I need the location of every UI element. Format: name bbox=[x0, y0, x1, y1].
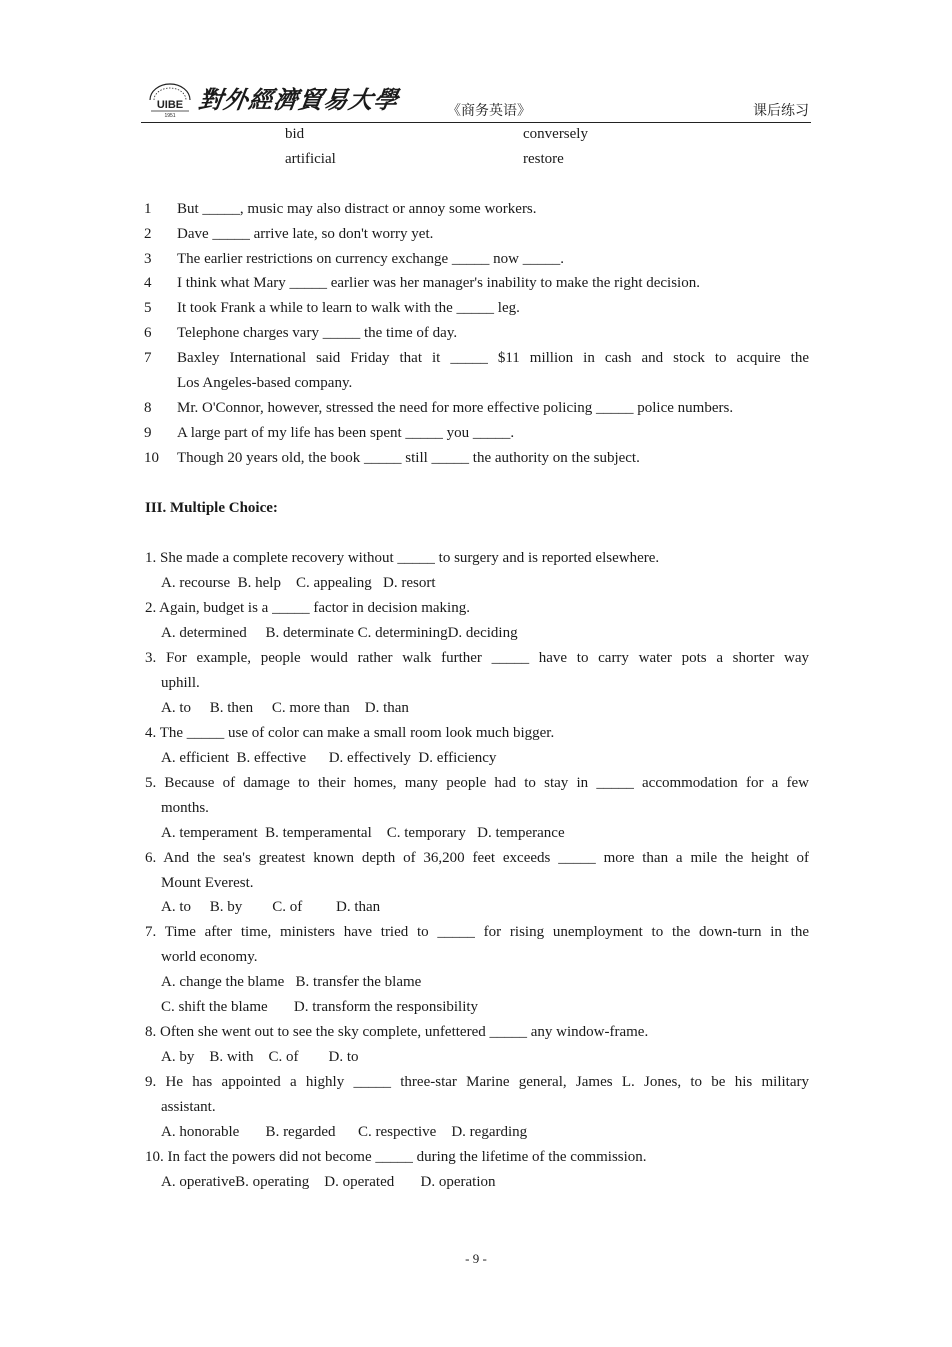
item-text: It took Frank a while to learn to walk with the _____ leg. bbox=[177, 300, 520, 316]
question-text-continued: world economy. bbox=[161, 949, 258, 965]
question-text-line: 3. For example, people would rather walk further _____ have to carry water pots a shorter way bbox=[145, 650, 809, 666]
question-text bbox=[145, 1074, 809, 1091]
answer-options: A. to B. then C. more than D. than bbox=[161, 700, 409, 716]
question-text-line: 5. Because of damage to their homes, many people had to stay in _____ accommodation for a few bbox=[145, 775, 809, 791]
logo-year: 1951 bbox=[164, 113, 176, 118]
section-label: 课后练习 bbox=[753, 104, 809, 119]
item-number: 5 bbox=[144, 300, 152, 316]
answer-options: A. to B. by C. of D. than bbox=[161, 899, 381, 915]
question-text-continued: Mount Everest. bbox=[161, 875, 254, 891]
question-text: 1. She made a complete recovery without _____ to surgery and is reported elsewhere. bbox=[145, 550, 660, 566]
answer-options: A. efficient B. effective D. effectively D. efficiency bbox=[161, 750, 497, 766]
item-number: 2 bbox=[144, 226, 152, 242]
word-bank-item: artificial bbox=[285, 151, 336, 167]
item-text: Telephone charges vary _____ the time of day. bbox=[177, 325, 458, 341]
item-number: 3 bbox=[144, 251, 152, 267]
item-number: 10 bbox=[144, 450, 159, 466]
item-text: Though 20 years old, the book _____ still _____ the authority on the subject. bbox=[177, 450, 640, 466]
item-number: 9 bbox=[144, 425, 152, 441]
item-number: 6 bbox=[144, 325, 152, 341]
item-number: 4 bbox=[144, 275, 152, 291]
question-text: 10. In fact the powers did not become _____ during the lifetime of the commission. bbox=[145, 1149, 647, 1165]
page-header bbox=[141, 74, 811, 123]
word-bank-item: conversely bbox=[523, 126, 588, 142]
answer-options: A. operativeB. operating D. operated D. operation bbox=[161, 1174, 496, 1190]
question-text-line: 9. He has appointed a highly _____ three-star Marine general, James L. Jones, to be his military bbox=[145, 1074, 809, 1090]
answer-options: A. temperament B. temperamental C. temporary D. temperance bbox=[161, 825, 565, 841]
question-text: 4. The _____ use of color can make a small room look much bigger. bbox=[145, 725, 555, 741]
question-text bbox=[145, 850, 809, 867]
item-text: But _____, music may also distract or annoy some workers. bbox=[177, 201, 537, 217]
answer-options: A. determined B. determinate C. determiningD. deciding bbox=[161, 625, 518, 641]
item-text-continued: Los Angeles-based company. bbox=[177, 375, 353, 391]
question-text-line: 6. And the sea's greatest known depth of 36,200 feet exceeds _____ more than a mile the height of bbox=[145, 850, 809, 866]
question-text bbox=[145, 775, 809, 792]
logo-letters: UIBE bbox=[156, 99, 184, 111]
university-name: 對外經濟貿易大學 bbox=[196, 85, 401, 114]
university-logo bbox=[145, 80, 195, 118]
item-number: 8 bbox=[144, 400, 152, 416]
answer-options: A. recourse B. help C. appealing D. resort bbox=[161, 575, 436, 591]
item-text: Mr. O'Connor, however, stressed the need for more effective policing _____ police numbers. bbox=[177, 400, 734, 416]
answer-options: A. change the blame B. transfer the blame bbox=[161, 974, 422, 990]
question-text-continued: uphill. bbox=[161, 675, 200, 691]
word-bank-item: restore bbox=[523, 151, 564, 167]
answer-options: A. by B. with C. of D. to bbox=[161, 1049, 359, 1065]
section-heading: III. Multiple Choice: bbox=[145, 500, 278, 516]
answer-options: A. honorable B. regarded C. respective D. regarding bbox=[161, 1124, 528, 1140]
question-text bbox=[145, 924, 809, 941]
question-text bbox=[145, 650, 809, 667]
question-text: 8. Often she went out to see the sky complete, unfettered _____ any window-frame. bbox=[145, 1024, 649, 1040]
question-text-continued: assistant. bbox=[161, 1099, 216, 1115]
question-text-line: 7. Time after time, ministers have tried to _____ for rising unemployment to the down-turn in the bbox=[145, 924, 809, 940]
item-number: 7 bbox=[144, 350, 152, 366]
answer-options: C. shift the blame D. transform the responsibility bbox=[161, 999, 479, 1015]
item-text bbox=[177, 350, 809, 367]
question-text-continued: months. bbox=[161, 800, 209, 816]
item-text: A large part of my life has been spent _____ you _____. bbox=[177, 425, 515, 441]
item-text: The earlier restrictions on currency exchange _____ now _____. bbox=[177, 251, 564, 267]
word-bank-item: bid bbox=[285, 126, 305, 142]
course-title: 《商务英语》 bbox=[447, 104, 531, 119]
question-text: 2. Again, budget is a _____ factor in decision making. bbox=[145, 600, 470, 616]
item-text: I think what Mary _____ earlier was her manager's inability to make the right decision. bbox=[177, 275, 700, 291]
item-number: 1 bbox=[144, 201, 152, 217]
page-number: - 9 - bbox=[465, 1251, 487, 1266]
item-text: Dave _____ arrive late, so don't worry yet. bbox=[177, 226, 434, 242]
item-text-line: Baxley International said Friday that it _____ $11 million in cash and stock to acquire the bbox=[177, 350, 809, 366]
